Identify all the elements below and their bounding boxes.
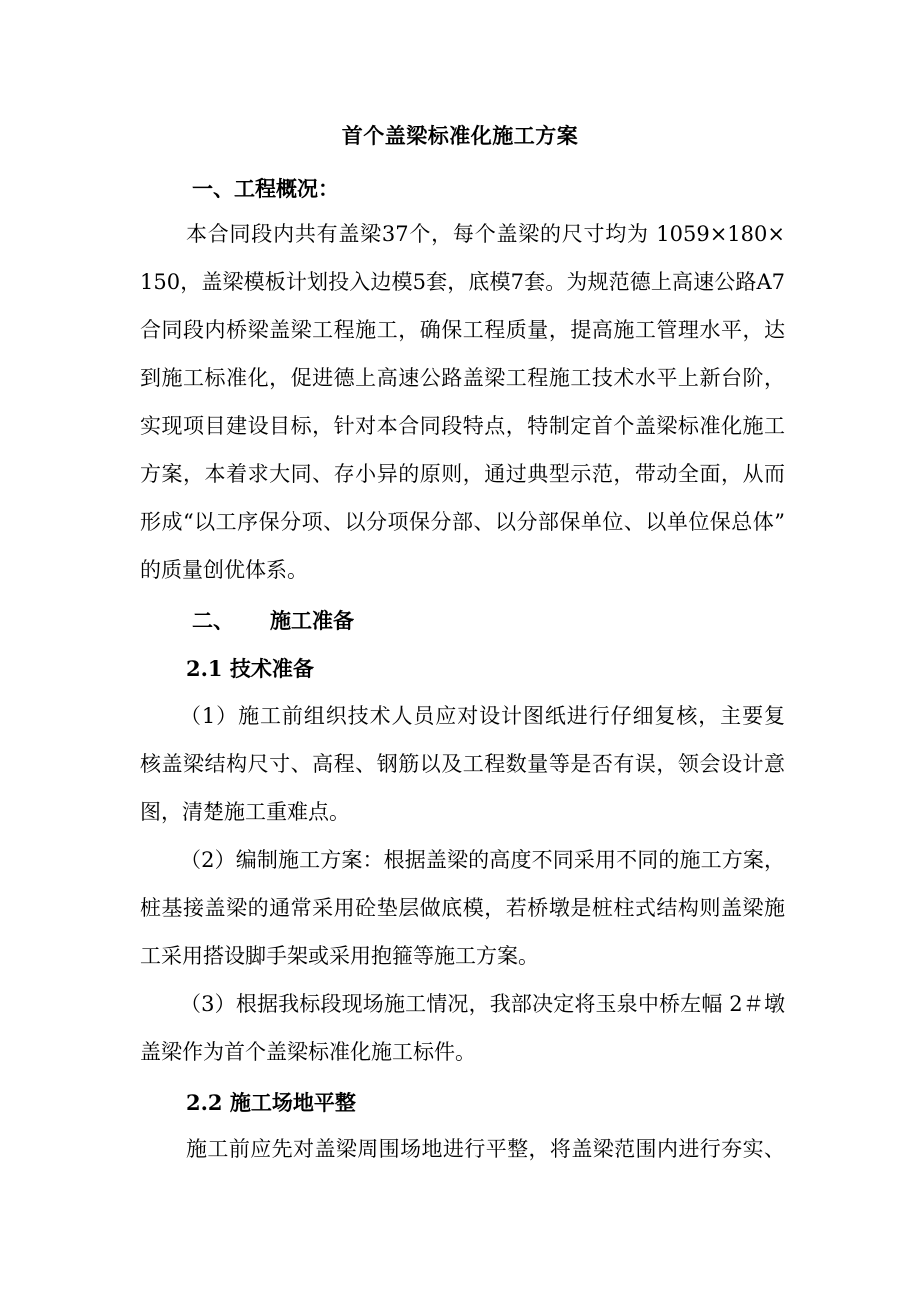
paragraph-line: 施工前应先对盖梁周围场地进行平整，将盖梁范围内进行夯实、 <box>186 1137 785 1161</box>
paragraph-line: 方案，本着求大同、存小异的原则，通过典型示范，带动全面，从而 <box>140 462 785 486</box>
paragraph-line: 桩基接盖梁的通常采用砼垫层做底模，若桥墩是桩柱式结构则盖梁施 <box>140 896 785 920</box>
subsection-heading-technical: 2.1 技术准备 <box>186 656 314 681</box>
paragraph-line: 形成“以工序保分项、以分项保分部、以分部保单位、以单位保总体” <box>140 510 785 534</box>
paragraph-line: （2）编制施工方案：根据盖梁的高度不同采用不同的施工方案， <box>180 848 785 872</box>
paragraph-line: 的质量创优体系。 <box>140 558 308 582</box>
subsection-heading-site: 2.2 施工场地平整 <box>186 1090 356 1115</box>
paragraph-line: 盖梁作为首个盖梁标准化施工标件。 <box>140 1040 476 1064</box>
paragraph-line: （3）根据我标段现场施工情况，我部决定将玉泉中桥左幅 2＃墩 <box>180 992 785 1016</box>
paragraph-line: 工采用搭设脚手架或采用抱箍等施工方案。 <box>140 944 539 968</box>
paragraph-line: 150，盖梁模板计划投入边模5套，底模7套。为规范德上高速公路A7 <box>140 270 785 294</box>
section-heading-overview: 一、工程概况： <box>192 176 339 201</box>
paragraph-line: 本合同段内共有盖梁37个，每个盖梁的尺寸均为 1059×180× <box>186 222 785 246</box>
section-number: 二、 <box>192 608 234 633</box>
section-heading-preparation: 施工准备 <box>270 608 354 633</box>
paragraph-line: （1）施工前组织技术人员应对设计图纸进行仔细复核，主要复 <box>180 704 785 728</box>
document-title: 首个盖梁标准化施工方案 <box>341 123 579 148</box>
paragraph-line: 实现项目建设目标，针对本合同段特点，特制定首个盖梁标准化施工 <box>140 414 785 438</box>
paragraph-line: 合同段内桥梁盖梁工程施工，确保工程质量，提高施工管理水平，达 <box>140 318 785 342</box>
paragraph-line: 图，清楚施工重难点。 <box>140 800 350 824</box>
paragraph-line: 核盖梁结构尺寸、高程、钢筋以及工程数量等是否有误，领会设计意 <box>140 752 785 776</box>
paragraph-line: 到施工标准化，促进德上高速公路盖梁工程施工技术水平上新台阶， <box>140 366 785 390</box>
